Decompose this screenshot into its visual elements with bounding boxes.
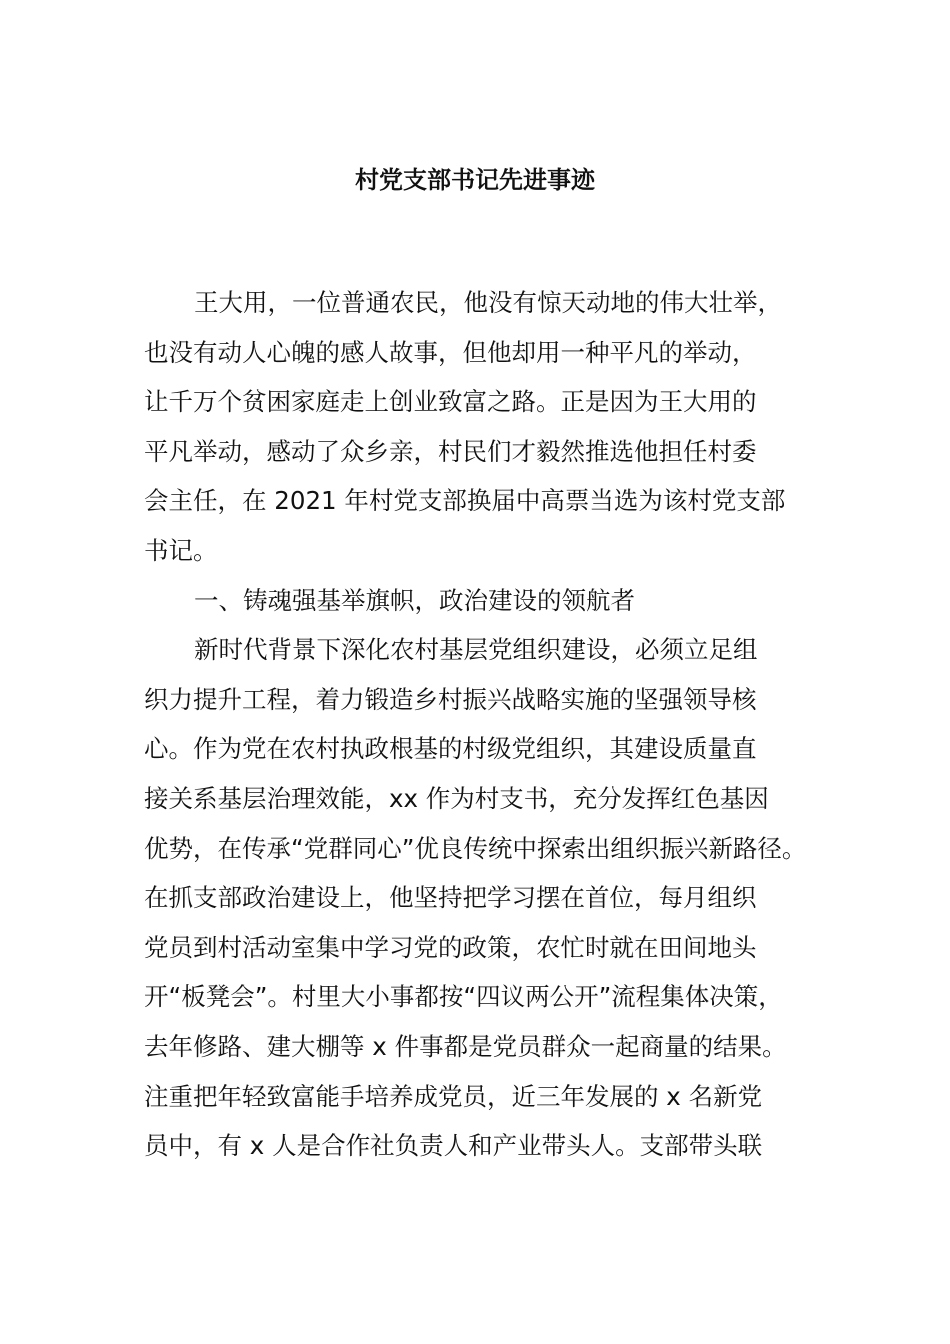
paragraph-line: 注重把年轻致富能手培养成党员，近三年发展的 x 名新党 [144, 1081, 763, 1111]
paragraph-line: 王大用，一位普通农民，他没有惊天动地的伟大壮举， [194, 288, 782, 317]
paragraph-line: 会主任，在 2021 年村党支部换届中高票当选为该村党支部 [144, 486, 786, 516]
paragraph-line: 员中，有 x 人是合作社负责人和产业带头人。支部带头联 [144, 1131, 763, 1161]
paragraph-line: 优势，在传承“党群同心”优良传统中探索出组织振兴新路径。 [144, 833, 807, 863]
paragraph-line: 去年修路、建大棚等 x 件事都是党员群众一起商量的结果。 [144, 1031, 787, 1061]
paragraph-line: 织力提升工程，着力锻造乡村振兴战略实施的坚强领导核 [144, 684, 757, 714]
paragraph-line: 在抓支部政治建设上，他坚持把学习摆在首位，每月组织 [144, 883, 757, 913]
paragraph-line: 新时代背景下深化农村基层党组织建设，必须立足组 [194, 635, 758, 665]
paragraph-line: 心。作为党在农村执政根基的村级党组织，其建设质量直 [144, 734, 757, 764]
paragraph-line: 接关系基层治理效能，xx 作为村支书，充分发挥红色基因 [144, 783, 769, 813]
paragraph-line: 平凡举动，感动了众乡亲，村民们才毅然推选他担任村委 [144, 436, 757, 466]
paragraph-line: 让千万个贫困家庭走上创业致富之路。正是因为王大用的 [144, 387, 757, 417]
document-title: 村党支部书记先进事迹 [355, 166, 595, 194]
paragraph-line: 开“板凳会”。村里大小事都按“四议两公开”流程集体决策， [144, 982, 783, 1012]
paragraph-line: 党员到村活动室集中学习党的政策，农忙时就在田间地头 [144, 932, 757, 962]
document-body [144, 278, 834, 1171]
section-heading: 一、铸魂强基举旗帜，政治建设的领航者 [194, 585, 635, 615]
paragraph-line: 也没有动人心魄的感人故事，但他却用一种平凡的举动， [144, 337, 757, 367]
paragraph-line: 书记。 [144, 535, 218, 565]
